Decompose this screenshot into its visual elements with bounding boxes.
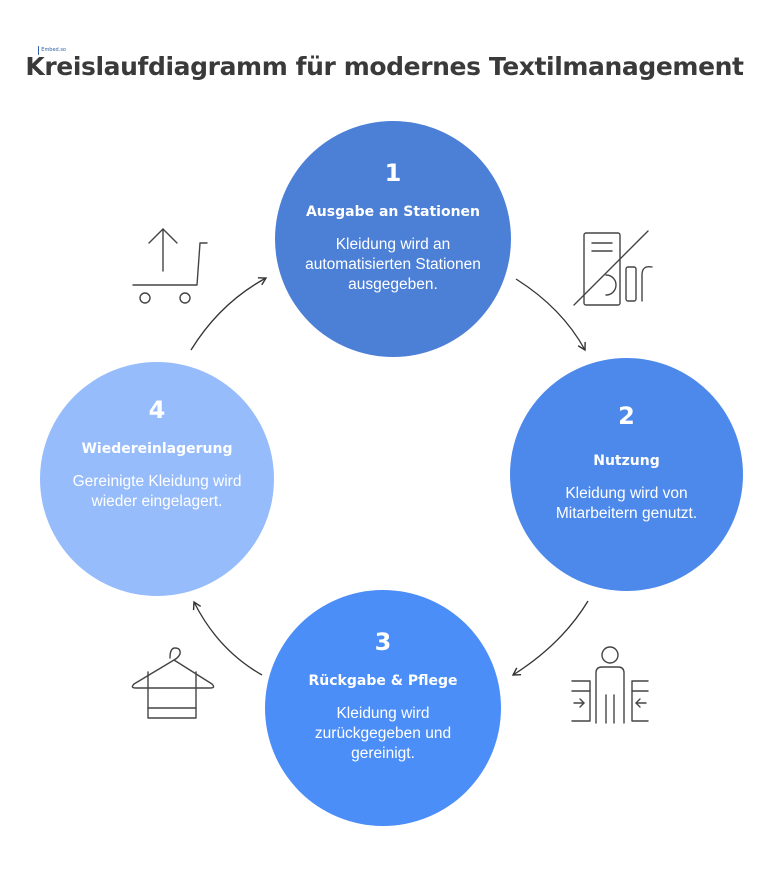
logo-text: Embed.so <box>41 47 66 53</box>
step-number: 4 <box>148 396 166 424</box>
step-heading: Rückgabe & Pflege <box>308 673 458 689</box>
step-number: 3 <box>374 628 392 656</box>
page-title: Kreislaufdiagramm für modernes Textilmanagement <box>25 52 744 81</box>
step-heading: Nutzung <box>593 453 660 469</box>
vending-machine-icon <box>570 225 660 309</box>
step-4 <box>40 362 274 596</box>
step-1 <box>275 121 511 357</box>
step-heading: Wiedereinlagerung <box>81 441 233 457</box>
step-number: 1 <box>384 159 402 187</box>
step-3 <box>265 590 501 826</box>
step-heading: Ausgabe an Stationen <box>305 204 481 220</box>
step-description: Gereinigte Kleidung wird wieder eingelagert. <box>72 473 242 510</box>
step-2 <box>510 358 743 591</box>
cart-upload-icon <box>125 223 215 307</box>
towel-hanger-icon <box>128 640 218 724</box>
step-description: Kleidung wird von Mitarbeitern genutzt. <box>555 485 698 522</box>
step-description: Kleidung wird an automatisierten Stationen ausgegeben. <box>305 236 481 293</box>
step-number: 2 <box>618 402 635 430</box>
step-description: Kleidung wird zurückgegeben und gereinigt. <box>314 705 452 762</box>
person-lockers-icon <box>566 645 656 729</box>
